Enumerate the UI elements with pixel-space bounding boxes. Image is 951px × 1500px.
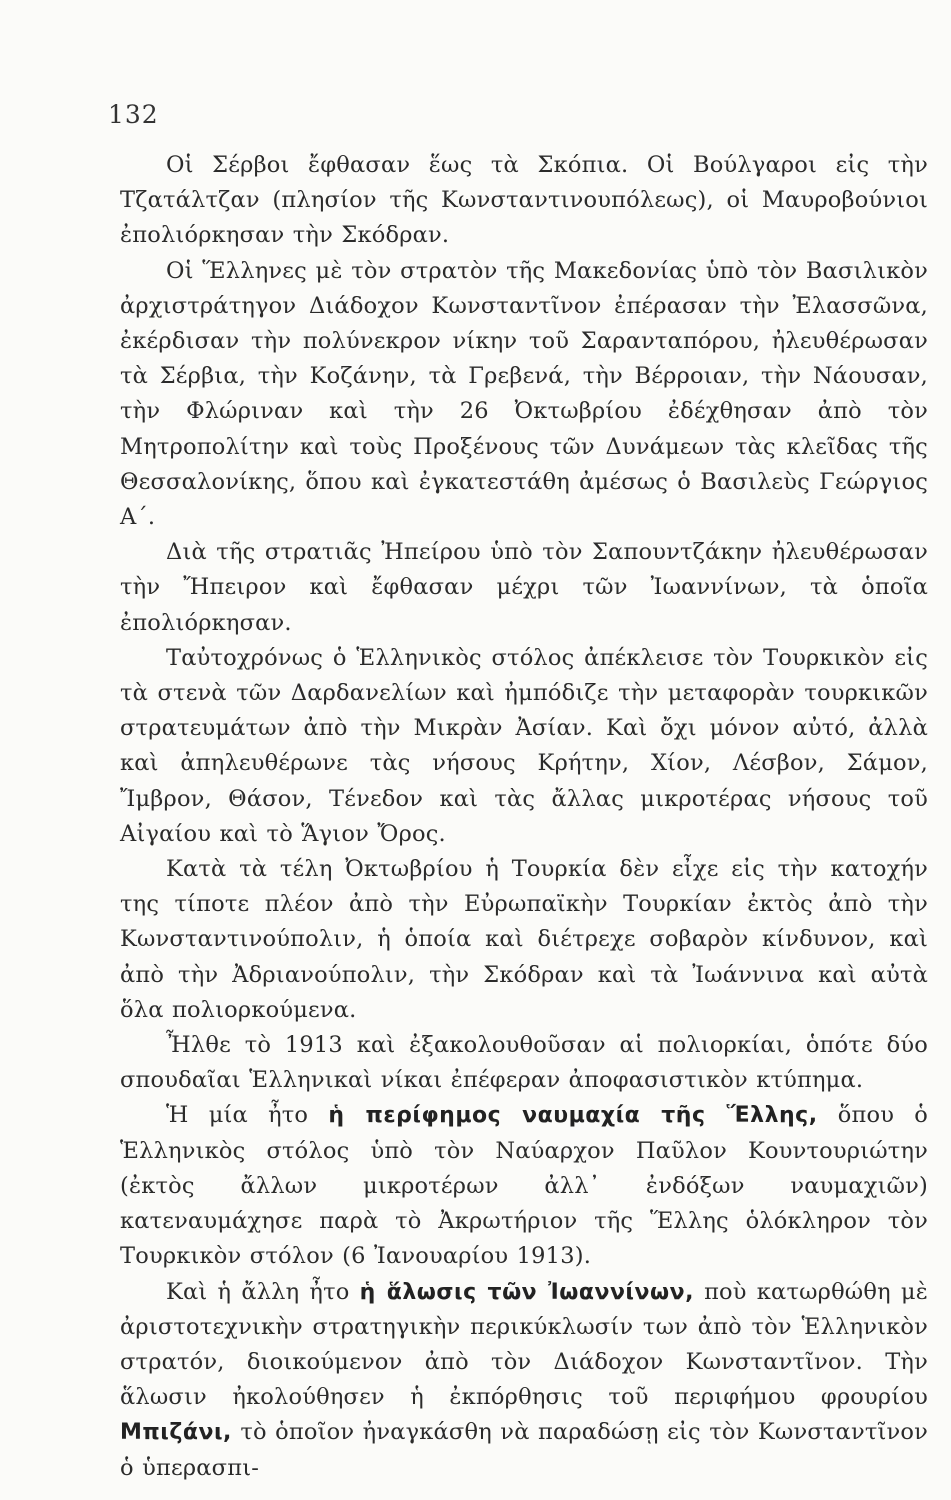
bold-phrase-capture-ioannina: ἡ ἅλωσις τῶν Ἰωαννίνων,	[359, 1279, 694, 1305]
text-run: Ἦλθε τὸ 1913 καὶ ἐξακολουθοῦσαν αἱ πολιορκίαι, ὁπότε δύο σπουδαῖαι Ἑλληνικαὶ νίκαι ἐπέφεραν ἀποφασιστικὸν κτύπημα.	[120, 1032, 928, 1094]
paragraph	[120, 1098, 928, 1274]
body-text	[120, 148, 928, 1486]
bold-phrase-bizani: Μπιζάνι,	[120, 1420, 232, 1446]
text-run: Ἡ μία ἦτο	[166, 1102, 329, 1129]
paragraph	[120, 148, 928, 254]
paragraph	[120, 641, 928, 852]
text-run: Οἱ Ἕλληνες μὲ τὸν στρατὸν τῆς Μακεδονίας ὑπὸ τὸν Βασιλικὸν ἀρχιστράτηγον Διάδοχον Κωνσταντῖνον ἐπέρασαν τὴν Ἐλασσῶνα, ἐκέρδισαν τὴν πολύνεκρον νίκην τοῦ Σαρανταπόρου, ἠλευθέρωσαν τὰ Σέρβια, τὴν Κοζάνην, τὰ Γρεβενά, τὴν Βέρροιαν, τὴν Νάουσαν, τὴν Φλώριναν καὶ τὴν 26 Ὀκτωβρίου ἐδέχθησαν ἀπὸ τὸν Μητροπολίτην καὶ τοὺς Προξένους τῶν Δυνάμεων τὰς κλεῖδας τῆς Θεσσαλονίκης, ὅπου καὶ ἐγκατεστάθη ἀμέσως ὁ Βασιλεὺς Γεώργιος Α΄.	[120, 257, 928, 531]
page-number: 132	[108, 100, 159, 129]
text-run: Κατὰ τὰ τέλη Ὀκτωβρίου ἡ Τουρκία δὲν εἶχε εἰς τὴν κατοχήν της τίποτε πλέον ἀπὸ τὴν Εὐρωπαϊκὴν Τουρκίαν ἐκτὸς ἀπὸ τὴν Κωνσταντινούπολιν, ἡ ὁποία καὶ διέτρεχε σοβαρὸν κίνδυνον, καὶ ἀπὸ τὴν Ἀδριανούπολιν, τὴν Σκόδραν καὶ τὰ Ἰωάννινα καὶ αὐτὰ ὅλα πολιορκούμενα.	[120, 856, 928, 1023]
paragraph	[120, 254, 928, 536]
text-run: ὅπου ὁ Ἑλληνικὸς στόλος ὑπὸ τὸν Ναύαρχον Παῦλον Κουντουριώτην (ἐκτὸς ἄλλων μικροτέρων ἀλλ᾿ ἐνδόξων ναυμαχιῶν) κατεναυμάχησε παρὰ τὸ Ἀκρωτήριον τῆς Ἕλλης ὁλόκληρον τὸν Τουρκικὸν στόλον (6 Ἰανουαρίου 1913).	[120, 1102, 928, 1270]
paragraph	[120, 535, 928, 641]
paragraph	[120, 852, 928, 1028]
text-run: Ταὐτοχρόνως ὁ Ἑλληνικὸς στόλος ἀπέκλεισε τὸν Τουρκικὸν εἰς τὰ στενὰ τῶν Δαρδανελίων καὶ ἠμπόδιζε τὴν μεταφορὰν τουρκικῶν στρατευμάτων ἀπὸ τὴν Μικρὰν Ἀσίαν. Καὶ ὄχι μόνον αὐτό, ἀλλὰ καὶ ἀπηλευθέρωνε τὰς νήσους Κρήτην, Χίον, Λέσβον, Σάμον, Ἴμβρον, Θάσον, Τένεδον καὶ τὰς ἄλλας μικροτέρας νήσους τοῦ Αἰγαίου καὶ τὸ Ἅγιον Ὄρος.	[120, 644, 928, 847]
text-run: ποὺ κατωρθώθη μὲ ἀριστοτεχνικὴν στρατηγικὴν περικύκλωσίν των ἀπὸ τὸν Ἑλληνικὸν στρατόν, διοικούμενον ἀπὸ τὸν Διάδοχον Κωνσταντῖνον. Τὴν ἅλωσιν ἠκολούθησεν ἡ ἐκπόρθησις τοῦ περιφήμου φρουρίου	[120, 1278, 928, 1411]
paragraph	[120, 1275, 928, 1486]
text-run: Οἱ Σέρβοι ἔφθασαν ἕως τὰ Σκόπια. Οἱ Βούλγαροι εἰς τὴν Τζατάλτζαν (πλησίον τῆς Κωνσταντινουπόλεως), οἱ Μαυροβούνιοι ἐπολιόρκησαν τὴν Σκόδραν.	[120, 152, 928, 249]
text-run: Καὶ ἡ ἄλλη ἦτο	[166, 1278, 360, 1305]
paragraph	[120, 1028, 928, 1098]
bold-phrase-naval-battle: ἡ περίφημος ναυμαχία τῆς Ἕλλης,	[328, 1103, 818, 1129]
text-run: Διὰ τῆς στρατιᾶς Ἠπείρου ὑπὸ τὸν Σαπουντζάκην ἠλευθέρωσαν τὴν Ἤπειρον καὶ ἔφθασαν μέχρι τῶν Ἰωαννίνων, τὰ ὁποῖα ἐπολιόρκησαν.	[120, 539, 928, 636]
text-run: τὸ ὁποῖον ἠναγκάσθη νὰ παραδώσῃ εἰς τὸν Κωνσταντῖνον ὁ ὑπερασπι-	[120, 1419, 928, 1481]
